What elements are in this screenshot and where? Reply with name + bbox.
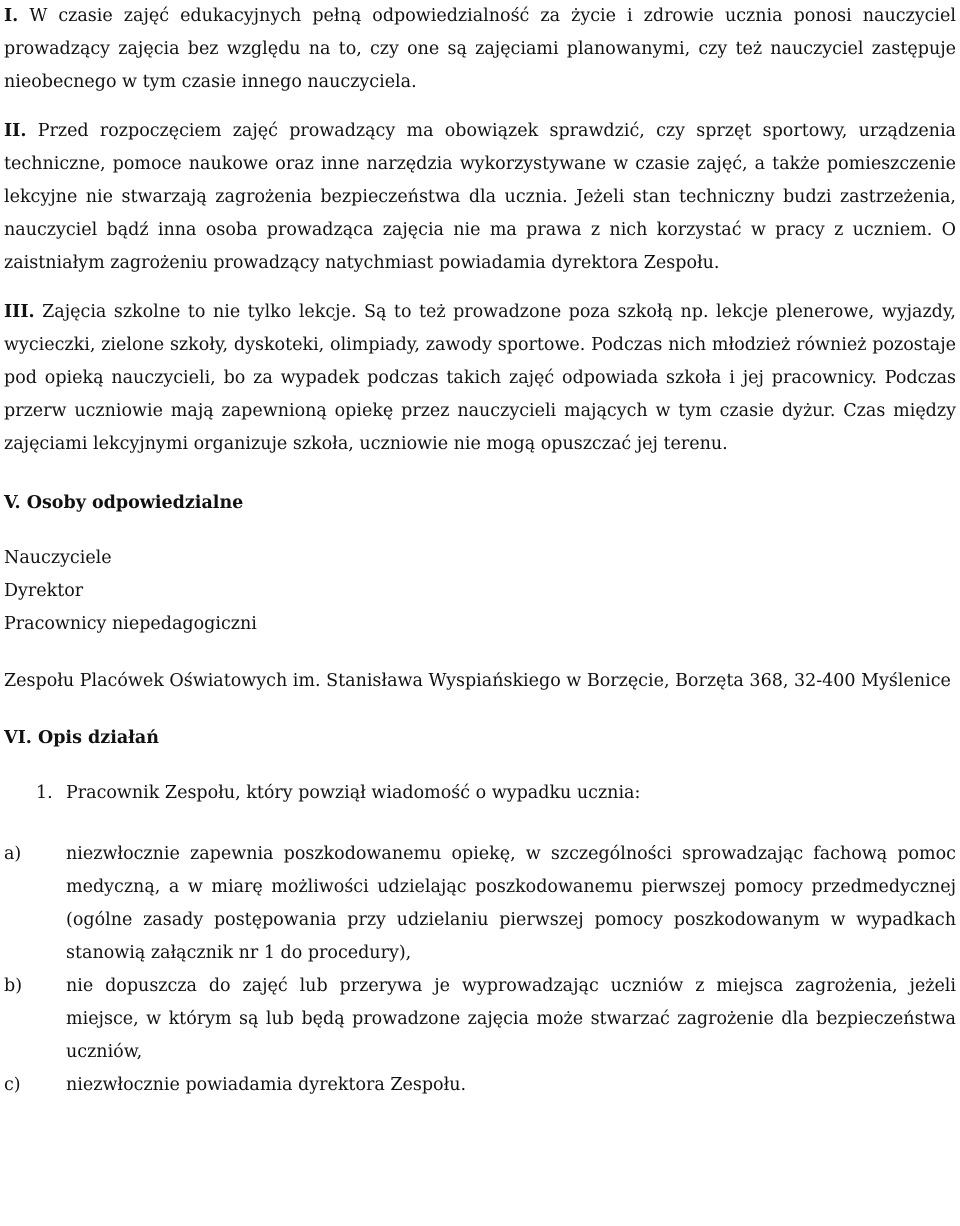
section-heading-6: VI. Opis działań <box>4 728 159 748</box>
paragraph-text: W czasie zajęć edukacyjnych pełną odpowiedzialność za życie i zdrowie ucznia ponosi nauczyciel prowadzący zajęcia bez względu na to, czy one są zajęciami planowanymi, czy też nauczyciel zastępuje nieobecnego w tym czasie innego nauczyciela. <box>4 6 956 92</box>
list-marker: b) <box>4 976 23 996</box>
paragraph-text: Przed rozpoczęciem zajęć prowadzący ma obowiązek sprawdzić, czy sprzęt sportowy, urządzenia techniczne, pomoce naukowe oraz inne narzędzia wykorzystywane w czasie zajęć, a także pomieszczenie lekcyjne nie stwarzają zagrożenia bezpieczeństwa dla ucznia. Jeżeli stan techniczny budzi zastrzeżenia, nauczyciel bądź inna osoba prowadząca zajęcia nie ma prawa z nich korzystać w pracy z uczniem. O zaistniałym zagrożeniu prowadzący natychmiast powiadamia dyrektora Zespołu. <box>4 121 956 273</box>
action-list <box>4 838 956 1102</box>
school-address: Zespołu Placówek Oświatowych im. Stanisława Wyspiańskiego w Borzęcie, Borzęta 368, 32-400 Myślenice <box>4 671 951 691</box>
step-1 <box>4 777 956 810</box>
list-item <box>4 838 956 970</box>
section-heading-5: V. Osoby odpowiedzialne <box>4 493 244 513</box>
list-item-text: niezwłocznie powiadamia dyrektora Zespołu. <box>66 1075 467 1095</box>
section-number: II. <box>4 121 27 141</box>
list-item <box>4 970 956 1069</box>
paragraph-section-1 <box>4 0 956 99</box>
section-number: III. <box>4 302 35 322</box>
paragraph-text: Zajęcia szkolne to nie tylko lekcje. Są to też prowadzone poza szkołą np. lekcje plenerowe, wyjazdy, wycieczki, zielone szkoły, dyskoteki, olimpiady, zawody sportowe. Podczas nich młodzież również pozostaje pod opieką nauczycieli, bo za wypadek podczas takich zajęć odpowiada szkoła i jej pracownicy. Podczas przerw uczniowie mają zapewnioną opiekę przez nauczycieli mających w tym czasie dyżur. Czas między zajęciami lekcyjnymi organizuje szkoła, uczniowie nie mogą opuszczać jej terenu. <box>4 302 956 454</box>
list-marker: c) <box>4 1075 21 1095</box>
section-number: I. <box>4 6 19 26</box>
paragraph-section-2 <box>4 115 956 280</box>
role-item: Dyrektor <box>4 581 84 601</box>
list-marker: a) <box>4 844 22 864</box>
role-item: Pracownicy niepedagogiczni <box>4 614 257 634</box>
document-page <box>4 0 956 1102</box>
role-item: Nauczyciele <box>4 548 112 568</box>
list-item-text: niezwłocznie zapewnia poszkodowanemu opiekę, w szczególności sprowadzając fachową pomoc medyczną, a w miarę możliwości udzielając poszkodowanemu pierwszej pomocy przedmedycznej (ogólne zasady postępowania przy udzielaniu pierwszej pomocy poszkodowanym w wypadkach stanowią załącznik nr 1 do procedury), <box>66 844 956 963</box>
step-text: Pracownik Zespołu, który powziął wiadomość o wypadku ucznia: <box>66 783 641 803</box>
responsible-roles-list <box>4 542 956 641</box>
step-number: 1. <box>36 783 53 803</box>
list-item-text: nie dopuszcza do zajęć lub przerywa je wyprowadzając uczniów z miejsca zagrożenia, jeżeli miejsce, w którym są lub będą prowadzone zajęcia może stwarzać zagrożenie dla bezpieczeństwa uczniów, <box>66 976 956 1062</box>
list-item <box>4 1069 956 1102</box>
paragraph-section-3 <box>4 296 956 461</box>
